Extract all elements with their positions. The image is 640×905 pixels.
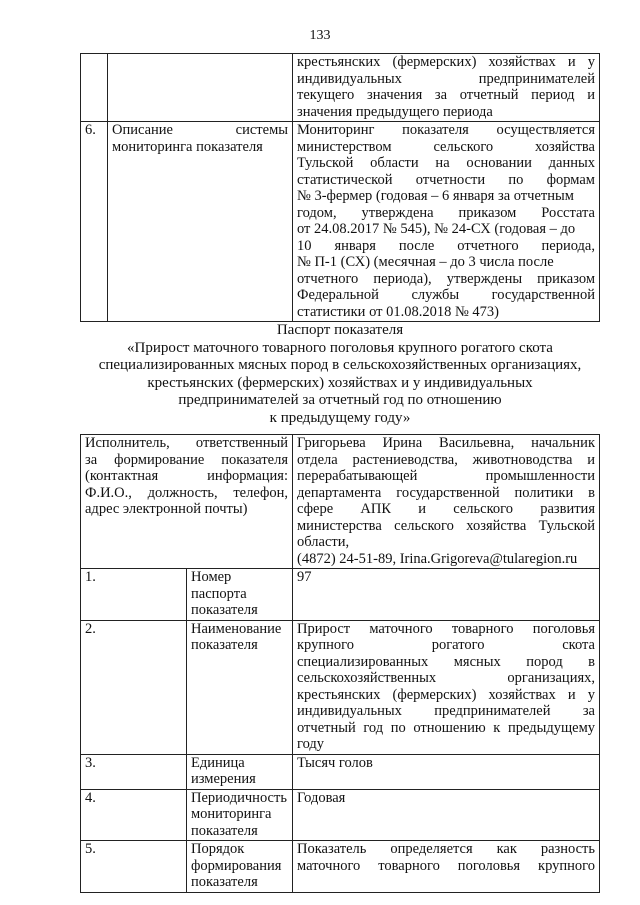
text-line: Григорьева Ирина Васильевна, начальник — [297, 435, 595, 451]
text-line: отдела растениеводства, животноводства и — [297, 451, 595, 468]
text-line: перерабатывающей промышленности — [297, 468, 595, 484]
row-number: 6. — [81, 122, 108, 322]
table-row — [81, 754, 600, 789]
row-value-cell — [293, 620, 600, 754]
heading-line: крестьянских (фермерских) хозяйствах и у индивидуальных — [147, 374, 533, 391]
row-value-cell — [293, 569, 600, 621]
row-value-cell — [293, 789, 600, 841]
passport-number: 97 — [297, 569, 312, 585]
heading-line: специализированных мясных пород в сельскохозяйственных организациях, — [98, 357, 582, 373]
text-line: Единица измерения — [191, 754, 256, 787]
text-line: (контактная информация: — [85, 468, 288, 484]
text-line: адрес электронной почты) — [85, 501, 248, 517]
text-line: Федеральной службы государственной — [297, 287, 595, 303]
text-line: сельскохозяйственных организациях, — [297, 670, 595, 686]
heading-line: «Прирост маточного товарного поголовья крупного рогатого скота — [127, 339, 553, 356]
text-line: статистической отчетности по формам — [297, 171, 595, 188]
row-number-cell — [81, 54, 108, 122]
heading-line: предпринимателей за отчетный год по отношению — [178, 392, 502, 408]
text-line: маточного товарного поголовья крупного — [297, 857, 595, 874]
text-line: индивидуальных предпринимателей за — [297, 703, 595, 719]
executor-value-cell — [293, 435, 600, 569]
row-number: 1. — [81, 569, 187, 621]
row-number: 5. — [81, 841, 187, 893]
text-line: министерством сельского хозяйства — [297, 138, 595, 155]
text-line: Периодичность — [191, 789, 287, 806]
row-value-cell — [293, 841, 600, 893]
executor-row — [81, 435, 600, 569]
table-row — [81, 54, 600, 122]
row-value-cell — [293, 754, 600, 789]
text-line: отчетный год по отношению к предыдущему — [297, 719, 595, 736]
text-line: крестьянских (фермерских) хозяйствах и у — [297, 686, 595, 703]
text-line: крестьянских (фермерских) хозяйствах и у — [297, 54, 595, 70]
text-line: значения предыдущего периода — [297, 103, 493, 120]
text-line: Прирост маточного товарного поголовья — [297, 620, 595, 637]
row-value-cell — [293, 122, 600, 322]
text-line: № П-1 (СХ) (месячная – до 3 числа после — [297, 254, 554, 270]
table-row — [81, 841, 600, 893]
row-number: 3. — [81, 754, 187, 789]
row-number: 4. — [81, 789, 187, 841]
executor-label-cell — [81, 435, 293, 569]
text-line: текущего значения за отчетный период и — [297, 87, 595, 103]
executor-contact: (4872) 24-51-89, Irina.Grigoreva@tularegion.ru — [297, 550, 578, 567]
passport-heading — [80, 322, 600, 427]
text-line: показателя — [191, 874, 258, 890]
row-number: 2. — [81, 620, 187, 754]
table-row — [81, 569, 600, 621]
text-line: министерства сельского хозяйства Тульской — [297, 517, 595, 534]
text-line: Наименование показателя — [191, 620, 282, 653]
row-label-cell — [187, 841, 293, 893]
text-line: отчетного периода), утверждены приказом — [297, 270, 595, 287]
text-line: мониторинга показателя — [191, 806, 272, 839]
table-row — [81, 122, 600, 322]
row-label-cell — [108, 54, 293, 122]
text-line: за формирование показателя — [85, 451, 288, 468]
text-line: Мониторинг показателя осуществляется — [297, 122, 595, 138]
text-line: годом, утверждена приказом Росстата — [297, 204, 595, 221]
text-line: Показатель определяется как разность — [297, 841, 595, 857]
text-line: сфере АПК и сельского развития — [297, 501, 595, 517]
text-line: Ф.И.О., должность, телефон, — [85, 484, 288, 501]
text-line: крупного рогатого скота — [297, 637, 595, 653]
periodicity-value: Годовая — [297, 789, 346, 806]
text-line: году — [297, 736, 325, 752]
text-line: показателя — [191, 602, 258, 618]
table-row — [81, 620, 600, 754]
text-line: области, — [297, 534, 350, 550]
text-line: статистики от 01.08.2018 № 473) — [297, 303, 500, 320]
text-line: Порядок формирования — [191, 841, 282, 874]
text-line: специализированных мясных пород в — [297, 653, 595, 670]
indicator-table-continued — [80, 53, 600, 322]
text-line: 10 января после отчетного периода, — [297, 237, 595, 254]
text-line: департамента государственной политики в — [297, 484, 595, 501]
row-label-cell — [187, 620, 293, 754]
text-line: индивидуальных предпринимателей — [297, 70, 595, 87]
row-label-cell — [187, 789, 293, 841]
passport-title: Паспорт показателя — [276, 322, 404, 338]
row-label-cell — [187, 754, 293, 789]
passport-table — [80, 434, 600, 893]
page-number: 133 — [309, 28, 331, 43]
text-line: Тульской области на основании данных — [297, 155, 595, 171]
table-row — [81, 789, 600, 841]
text-line: от 24.08.2017 № 545), № 24-СХ (годовая – до — [297, 221, 576, 237]
text-line: Описание системы — [112, 122, 288, 138]
text-line: мониторинга показателя — [112, 138, 263, 155]
row-value-cell — [293, 54, 600, 122]
text-line: Номер паспорта — [191, 569, 247, 602]
heading-line: к предыдущему году» — [269, 409, 411, 426]
row-label-cell — [108, 122, 293, 322]
text-line: Исполнитель, ответственный — [85, 435, 288, 451]
text-line: № 3-фермер (годовая – 6 января за отчетным — [297, 188, 574, 204]
unit-value: Тысяч голов — [297, 754, 373, 771]
row-label-cell — [187, 569, 293, 621]
